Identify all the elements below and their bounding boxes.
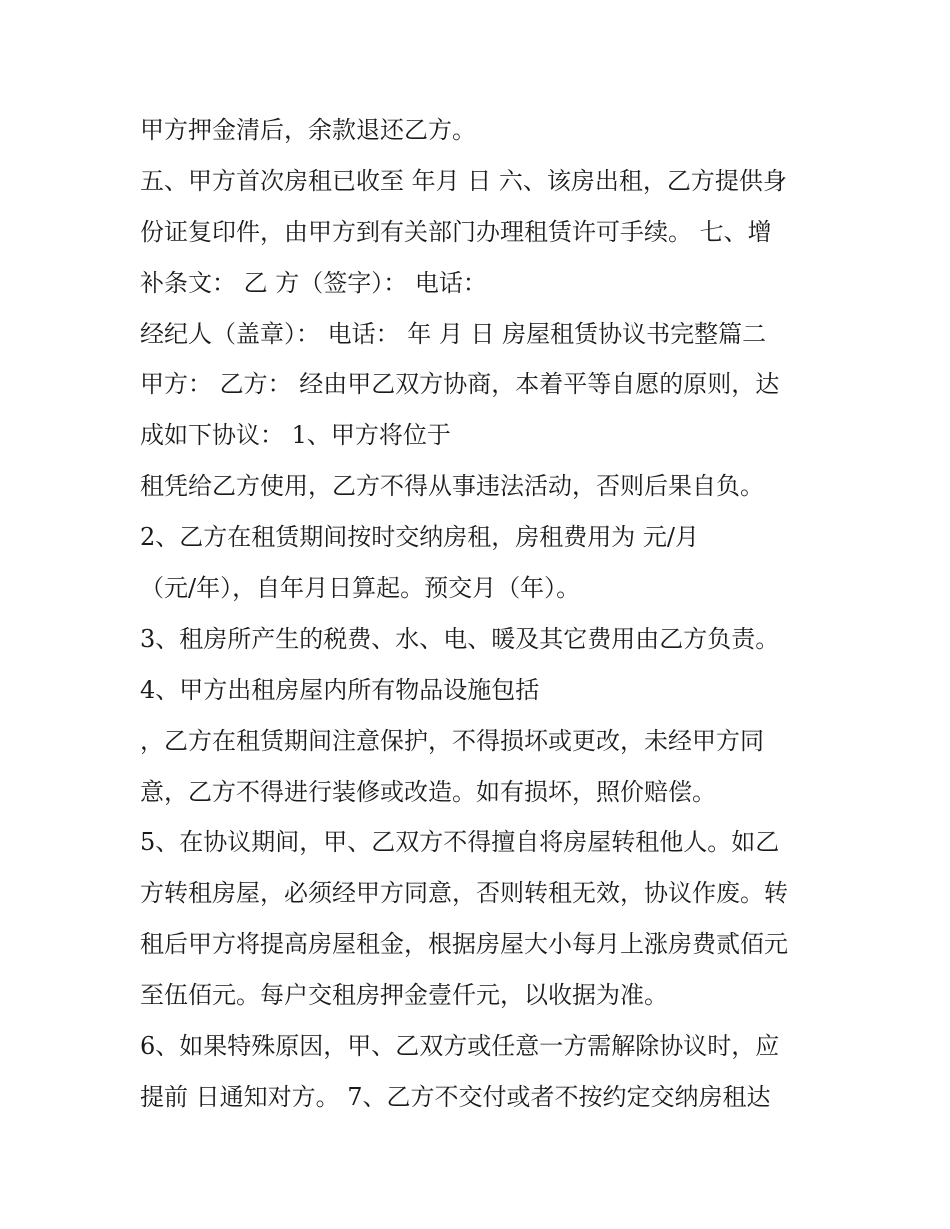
text-line: 五、甲方首次房租已收至 年月 日 六、该房出租，乙方提供身 xyxy=(140,166,787,195)
text-line: 提前 日通知对方。 7、乙方不交付或者不按约定交纳房租达 xyxy=(140,1082,771,1111)
text-line: 租凭给乙方使用，乙方不得从事违法活动，否则后果自负。 xyxy=(140,472,764,501)
text-line: 经纪人（盖章）： 电话： 年 月 日 房屋租赁协议书完整篇二 xyxy=(140,319,767,348)
text-line: （元/年），自年月日算起。预交月（年）。 xyxy=(140,574,581,603)
text-line: 甲方： 乙方： 经由甲乙双方协商，本着平等自愿的原则，达 xyxy=(140,370,780,399)
text-line: 4、甲方出租房屋内所有物品设施包括 xyxy=(140,675,540,704)
text-line: 意，乙方不得进行装修或改造。如有损坏，照价赔偿。 xyxy=(140,777,716,806)
text-line: 租后甲方将提高房屋租金，根据房屋大小每月上涨房费贰佰元 xyxy=(140,930,788,959)
text-line: 份证复印件，由甲方到有关部门办理租赁许可手续。 七、增 xyxy=(140,217,772,246)
text-line: 补条文： 乙 方（签字）： 电话： xyxy=(140,268,487,297)
text-line: 3、租房所产生的税费、水、电、暖及其它费用由乙方负责。 xyxy=(140,624,780,653)
text-line: 成如下协议： 1、甲方将位于 xyxy=(140,421,451,450)
text-line: 5、在协议期间，甲、乙双方不得擅自将房屋转租他人。如乙 xyxy=(140,828,780,857)
text-line: 至伍佰元。每户交租房押金壹仟元，以收据为准。 xyxy=(140,981,668,1010)
text-line: 方转租房屋，必须经甲方同意，否则转租无效，协议作废。转 xyxy=(140,879,788,908)
text-line: ，乙方在租赁期间注意保护，不得损坏或更改，未经甲方同 xyxy=(140,726,764,755)
text-line: 2、乙方在租赁期间按时交纳房租，房租费用为 元/月 xyxy=(140,523,699,552)
body-text xyxy=(140,105,820,1123)
text-line: 甲方押金清后，余款退还乙方。 xyxy=(140,116,476,144)
text-line: 6、如果特殊原因，甲、乙双方或任意一方需解除协议时，应 xyxy=(140,1032,780,1061)
